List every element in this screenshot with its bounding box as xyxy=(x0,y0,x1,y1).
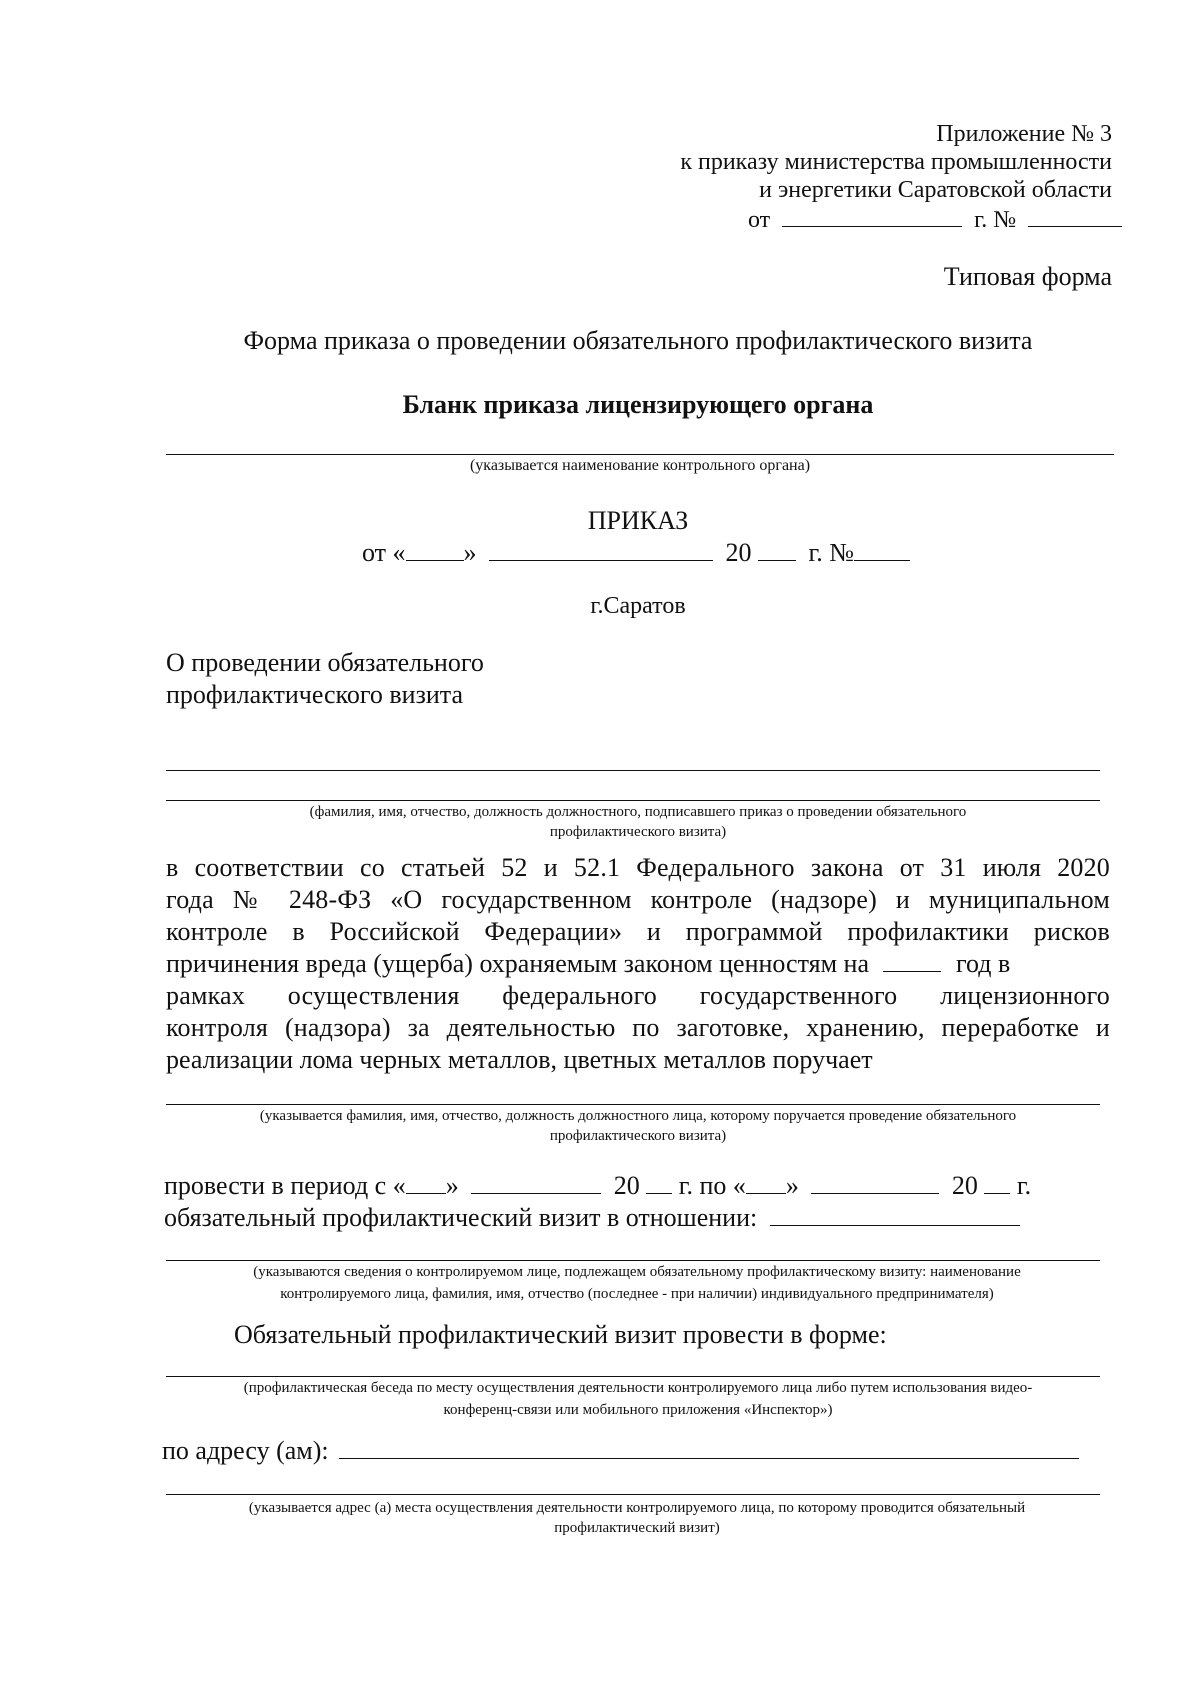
blank-title: Бланк приказа лицензирующего органа xyxy=(402,390,874,419)
order-number-label: г. № xyxy=(808,538,855,567)
program-year-blank[interactable] xyxy=(883,949,941,972)
controlled-caption-2: контролируемого лица, фамилия, имя, отчество (последнее - при наличии) индивидуального предпринимателя) xyxy=(280,1286,994,1302)
appendix-date-line xyxy=(748,204,1122,234)
period-subject-label: обязательный профилактический визит в отношении: xyxy=(164,1203,758,1232)
period-close-2: » xyxy=(785,1171,799,1200)
paragraph-line-2: года № 248-ФЗ «О государственном контроле (надзоре) и муниципальном xyxy=(166,885,1110,914)
address-blank[interactable] xyxy=(339,1436,1079,1459)
official-line-1[interactable] xyxy=(166,770,1100,771)
assignee-caption-1: (указывается фамилия, имя, отчество, должность должностного лица, которому поручается проведение обязательного xyxy=(259,1108,1017,1124)
address-line xyxy=(162,1436,1079,1466)
paragraph-line-5: рамках осуществления федерального государственного лицензионного xyxy=(166,981,1110,1010)
order-date-line xyxy=(362,538,910,568)
order-year-prefix: 20 xyxy=(725,538,752,567)
period-start-day-blank[interactable] xyxy=(406,1171,446,1194)
subject-line-1: О проведении обязательного xyxy=(166,648,484,677)
paragraph-line-1: в соответствии со статьей 52 и 52.1 Федерального закона от 31 июля 2020 xyxy=(166,853,1110,882)
visit-form-line[interactable] xyxy=(166,1376,1100,1377)
visit-form-heading: Обязательный профилактический визит провести в форме: xyxy=(234,1320,887,1349)
form-title: Форма приказа о проведении обязательного профилактического визита xyxy=(243,326,1033,355)
visit-form-caption-1: (профилактическая беседа по месту осуществления деятельности контролируемого лица либо путем использования видео- xyxy=(243,1380,1033,1396)
assignee-line[interactable] xyxy=(166,1104,1100,1105)
period-end-year-blank[interactable] xyxy=(984,1171,1010,1194)
visit-form-caption-2: конференц-связи или мобильного приложения «Инспектор») xyxy=(443,1402,833,1418)
period-year-2: 20 xyxy=(951,1171,978,1200)
period-end-month-blank[interactable] xyxy=(811,1171,939,1194)
controlled-line[interactable] xyxy=(166,1260,1100,1261)
period-suffix: г. xyxy=(1016,1171,1032,1200)
appendix-date-blank[interactable] xyxy=(782,204,962,227)
from-label: от xyxy=(748,207,771,233)
order-year-blank[interactable] xyxy=(758,538,796,561)
order-day-blank[interactable] xyxy=(406,538,464,561)
period-end-day-blank[interactable] xyxy=(746,1171,786,1194)
order-date-prefix: от « xyxy=(362,538,406,567)
controlled-person-blank[interactable] xyxy=(770,1203,1020,1226)
period-line-2 xyxy=(164,1202,1020,1234)
appendix-number: Приложение № 3 xyxy=(936,121,1112,147)
order-city: г.Саратов xyxy=(590,593,686,619)
subject-line-2: профилактического визита xyxy=(166,680,463,709)
appendix-number-blank[interactable] xyxy=(1028,204,1122,227)
period-start-month-blank[interactable] xyxy=(471,1171,601,1194)
assignee-caption-2: профилактического визита) xyxy=(549,1128,727,1144)
paragraph-line-6: контроля (надзора) за деятельностью по заготовке, хранению, переработке и xyxy=(166,1013,1110,1042)
paragraph-line-4b: год в xyxy=(955,949,1011,978)
address-label: по адресу (ам): xyxy=(162,1436,329,1465)
period-start-year-blank[interactable] xyxy=(646,1171,672,1194)
order-number-blank[interactable] xyxy=(854,538,910,561)
period-close-1: » xyxy=(445,1171,459,1200)
official-caption-2: профилактического визита) xyxy=(549,824,727,840)
organ-caption: (указывается наименование контрольного органа) xyxy=(469,457,811,474)
paragraph-line-4a: причинения вреда (ущерба) охраняемым законом ценностям на xyxy=(166,949,869,978)
period-prefix: провести в период с « xyxy=(164,1171,406,1200)
order-date-close: » xyxy=(463,538,477,567)
form-type: Типовая форма xyxy=(943,262,1112,291)
appendix-ref-line-2: и энергетики Саратовской области xyxy=(759,177,1112,203)
period-year-1: 20 xyxy=(613,1171,640,1200)
order-month-blank[interactable] xyxy=(489,538,713,561)
address-caption-1: (указывается адрес (а) места осуществления деятельности контролируемого лица, по которому проводится обязательный xyxy=(248,1500,1026,1516)
order-title: ПРИКАЗ xyxy=(587,506,689,535)
appendix-number-label: г. № xyxy=(974,207,1017,233)
official-caption-1: (фамилия, имя, отчество, должность должностного, подписавшего приказ о проведении обязательного xyxy=(309,804,967,820)
address-caption-2: профилактический визит) xyxy=(554,1520,720,1536)
paragraph-line-3: контроле в Российской Федерации» и программой профилактики рисков xyxy=(166,917,1110,946)
address-line-2[interactable] xyxy=(166,1494,1100,1495)
period-line xyxy=(164,1170,1031,1202)
official-line-2[interactable] xyxy=(166,800,1100,801)
appendix-ref-line-1: к приказу министерства промышленности xyxy=(680,149,1112,175)
paragraph-line-7: реализации лома черных металлов, цветных металлов поручает xyxy=(166,1045,873,1074)
period-to-label: г. по « xyxy=(678,1171,746,1200)
controlled-caption-1: (указываются сведения о контролируемом лице, подлежащем обязательному профилактическому визиту: наименование xyxy=(253,1264,1021,1280)
paragraph-line-4 xyxy=(166,948,1110,980)
